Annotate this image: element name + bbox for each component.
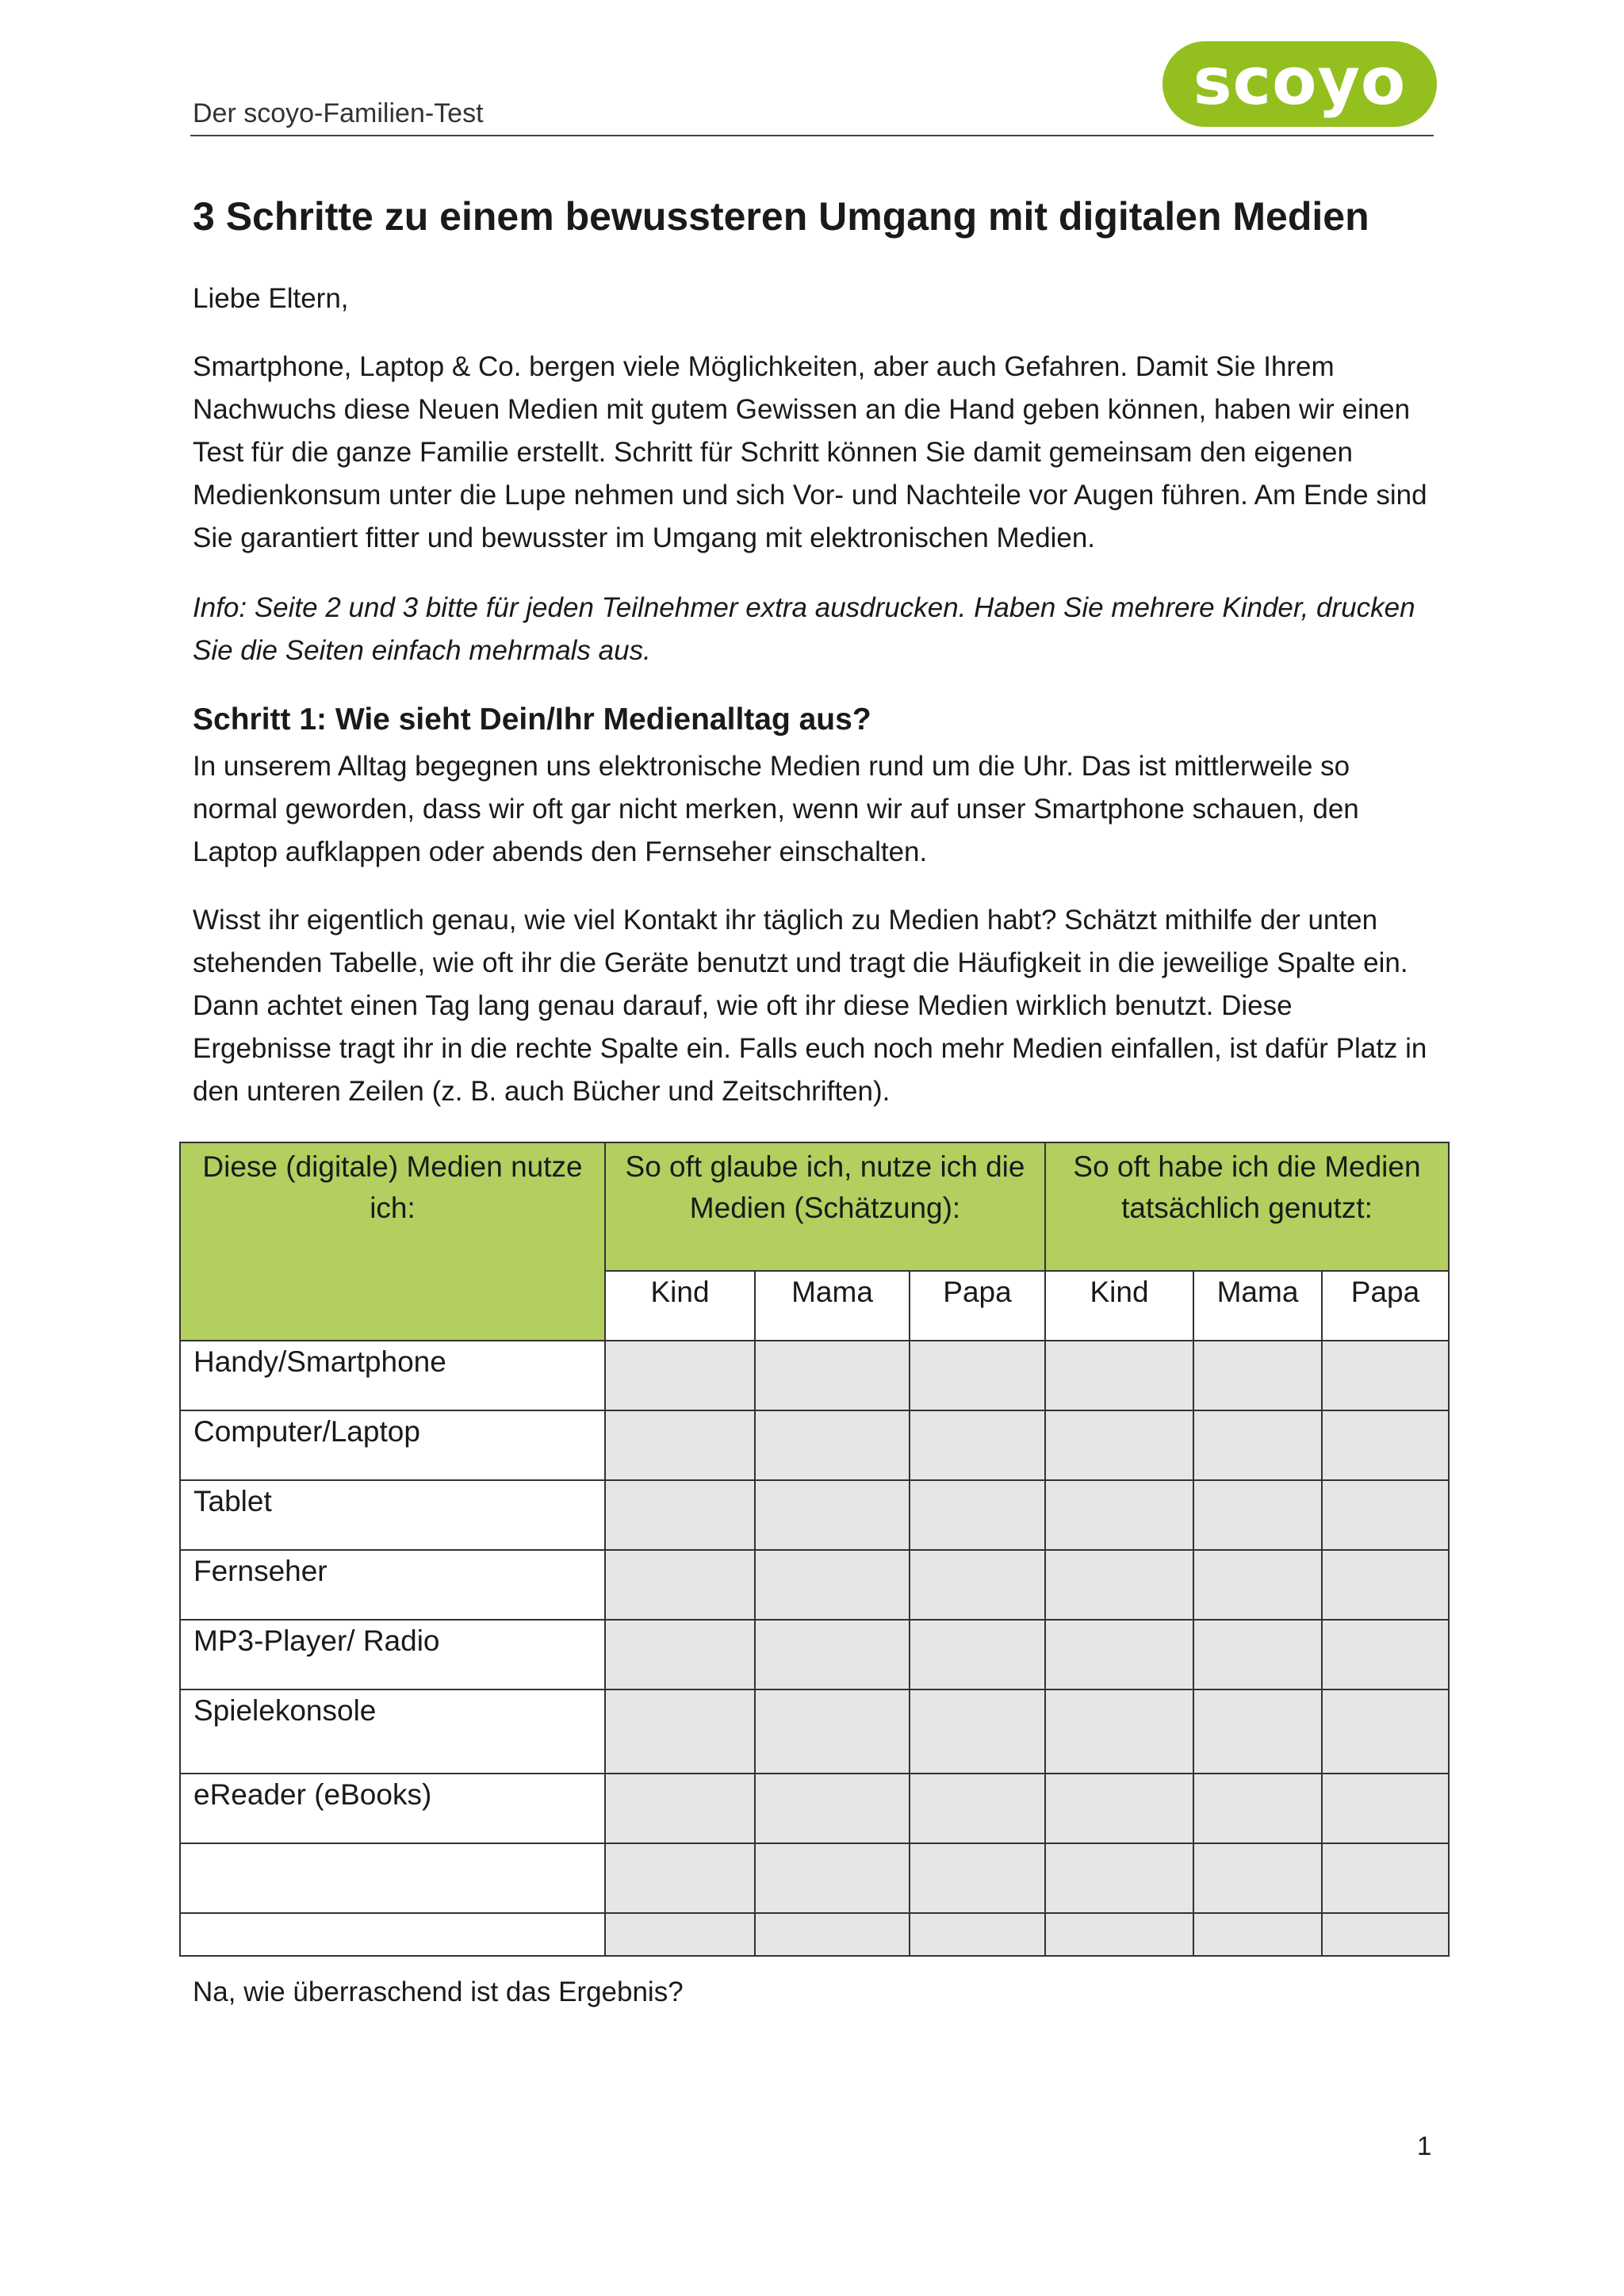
input-cell[interactable]: [1193, 1480, 1322, 1550]
input-cell[interactable]: [755, 1843, 910, 1913]
input-cell[interactable]: [755, 1689, 910, 1774]
input-cell[interactable]: [910, 1913, 1045, 1956]
input-cell[interactable]: [1322, 1620, 1449, 1689]
input-cell[interactable]: [755, 1774, 910, 1843]
greeting: Liebe Eltern,: [193, 283, 349, 314]
header-estimate-column: So oft glaube ich, nutze ich die Medien (Schätzung):: [605, 1142, 1045, 1271]
input-cell[interactable]: [910, 1550, 1045, 1620]
input-cell[interactable]: [910, 1410, 1045, 1480]
header-actual-column: So oft habe ich die Medien tatsächlich genutzt:: [1045, 1142, 1449, 1271]
table-row: [180, 1550, 1449, 1620]
info-note: Info: Seite 2 und 3 bitte für jeden Teilnehmer extra ausdrucken. Haben Sie mehrere Kinder, drucken Sie die Seiten einfach mehrmals aus.: [193, 592, 1415, 666]
input-cell[interactable]: [1322, 1480, 1449, 1550]
input-cell[interactable]: [1322, 1774, 1449, 1843]
input-cell[interactable]: [755, 1550, 910, 1620]
input-cell[interactable]: [910, 1689, 1045, 1774]
input-cell[interactable]: [1322, 1913, 1449, 1956]
step1-paragraph-2: Wisst ihr eigentlich genau, wie viel Kontakt ihr täglich zu Medien habt? Schätzt mithilfe der unten stehenden Tabelle, wie oft ihr die Geräte benutzt und tragt die Häufigkeit in die jeweilige Spalte ein. Dann achtet einen Tag lang genau darauf, wie oft ihr diese Medien wirklich benutzt. Diese Ergebnisse tragt ihr in die rechte Spalte ein. Falls euch noch mehr Medien einfallen, ist dafür Platz in den unteren Zeilen (z. B. auch Bücher und Zeitschriften).: [193, 905, 1427, 1107]
subheader-actual-mama: Mama: [1193, 1271, 1322, 1341]
subheader-actual-papa: Papa: [1322, 1271, 1449, 1341]
input-cell[interactable]: [910, 1843, 1045, 1913]
row-label-empty[interactable]: [180, 1913, 605, 1956]
input-cell[interactable]: [1322, 1550, 1449, 1620]
input-cell[interactable]: [1322, 1410, 1449, 1480]
table-row: [180, 1620, 1449, 1689]
input-cell[interactable]: [755, 1913, 910, 1956]
media-usage-table: [179, 1142, 1450, 1957]
input-cell[interactable]: [605, 1913, 755, 1956]
input-cell[interactable]: [605, 1843, 755, 1913]
step1-heading: Schritt 1: Wie sieht Dein/Ihr Medienalltag aus?: [193, 702, 871, 737]
input-cell[interactable]: [910, 1774, 1045, 1843]
input-cell[interactable]: [605, 1341, 755, 1410]
input-cell[interactable]: [1045, 1774, 1193, 1843]
input-cell[interactable]: [1045, 1341, 1193, 1410]
input-cell[interactable]: [910, 1620, 1045, 1689]
table-row: [180, 1480, 1449, 1550]
input-cell[interactable]: [605, 1550, 755, 1620]
step1-paragraph-1: In unserem Alltag begegnen uns elektronische Medien rund um die Uhr. Das ist mittlerweile so normal geworden, dass wir oft gar nicht merken, wenn wir auf unser Smartphone schauen, den Laptop aufklappen oder abends den Fernseher einschalten.: [193, 751, 1359, 867]
document-header-label: Der scoyo-Familien-Test: [193, 98, 484, 128]
input-cell[interactable]: [910, 1341, 1045, 1410]
input-cell[interactable]: [910, 1480, 1045, 1550]
table-row: [180, 1774, 1449, 1843]
subheader-estimate-kind: Kind: [605, 1271, 755, 1341]
input-cell[interactable]: [1193, 1550, 1322, 1620]
header-divider: [190, 135, 1434, 136]
subheader-estimate-mama: Mama: [755, 1271, 910, 1341]
table-row: [180, 1913, 1449, 1956]
input-cell[interactable]: [1045, 1843, 1193, 1913]
intro-paragraph: Smartphone, Laptop & Co. bergen viele Möglichkeiten, aber auch Gefahren. Damit Sie Ihrem Nachwuchs diese Neuen Medien mit gutem Gewissen an die Hand geben können, haben wir einen Test für die ganze Familie erstellt. Schritt für Schritt können Sie damit gemeinsam den eigenen Medienkonsum unter die Lupe nehmen und sich Vor- und Nachteile vor Augen führen. Am Ende sind Sie garantiert fitter und bewusster im Umgang mit elektronischen Medien.: [193, 351, 1427, 553]
input-cell[interactable]: [605, 1689, 755, 1774]
row-label: Fernseher: [180, 1550, 605, 1620]
input-cell[interactable]: [1193, 1341, 1322, 1410]
input-cell[interactable]: [1193, 1843, 1322, 1913]
input-cell[interactable]: [1193, 1689, 1322, 1774]
subheader-actual-kind: Kind: [1045, 1271, 1193, 1341]
scoyo-logo: scoyo: [1162, 41, 1437, 127]
header-media-column: Diese (digitale) Medien nutze ich:: [180, 1142, 605, 1341]
input-cell[interactable]: [1322, 1843, 1449, 1913]
input-cell[interactable]: [605, 1480, 755, 1550]
input-cell[interactable]: [605, 1774, 755, 1843]
input-cell[interactable]: [1045, 1689, 1193, 1774]
input-cell[interactable]: [1193, 1410, 1322, 1480]
page-number: 1: [1417, 2131, 1432, 2160]
subheader-estimate-papa: Papa: [910, 1271, 1045, 1341]
input-cell[interactable]: [755, 1480, 910, 1550]
row-label: MP3-Player/ Radio: [180, 1620, 605, 1689]
input-cell[interactable]: [1045, 1620, 1193, 1689]
input-cell[interactable]: [755, 1341, 910, 1410]
row-label: eReader (eBooks): [180, 1774, 605, 1843]
input-cell[interactable]: [755, 1620, 910, 1689]
row-label: Spielekonsole: [180, 1689, 605, 1774]
row-label-empty[interactable]: [180, 1843, 605, 1913]
table-row: [180, 1410, 1449, 1480]
input-cell[interactable]: [605, 1620, 755, 1689]
table-row: [180, 1341, 1449, 1410]
input-cell[interactable]: [1045, 1410, 1193, 1480]
row-label: Tablet: [180, 1480, 605, 1550]
input-cell[interactable]: [755, 1410, 910, 1480]
input-cell[interactable]: [1045, 1913, 1193, 1956]
closing-question: Na, wie überraschend ist das Ergebnis?: [193, 1976, 684, 2007]
input-cell[interactable]: [1045, 1480, 1193, 1550]
input-cell[interactable]: [1193, 1913, 1322, 1956]
input-cell[interactable]: [1193, 1620, 1322, 1689]
row-label: Computer/Laptop: [180, 1410, 605, 1480]
input-cell[interactable]: [1045, 1550, 1193, 1620]
page-title: 3 Schritte zu einem bewussteren Umgang mit digitalen Medien: [193, 194, 1369, 239]
row-label: Handy/Smartphone: [180, 1341, 605, 1410]
table-row: [180, 1689, 1449, 1774]
input-cell[interactable]: [1322, 1689, 1449, 1774]
table-row: [180, 1843, 1449, 1913]
input-cell[interactable]: [605, 1410, 755, 1480]
input-cell[interactable]: [1322, 1341, 1449, 1410]
input-cell[interactable]: [1193, 1774, 1322, 1843]
